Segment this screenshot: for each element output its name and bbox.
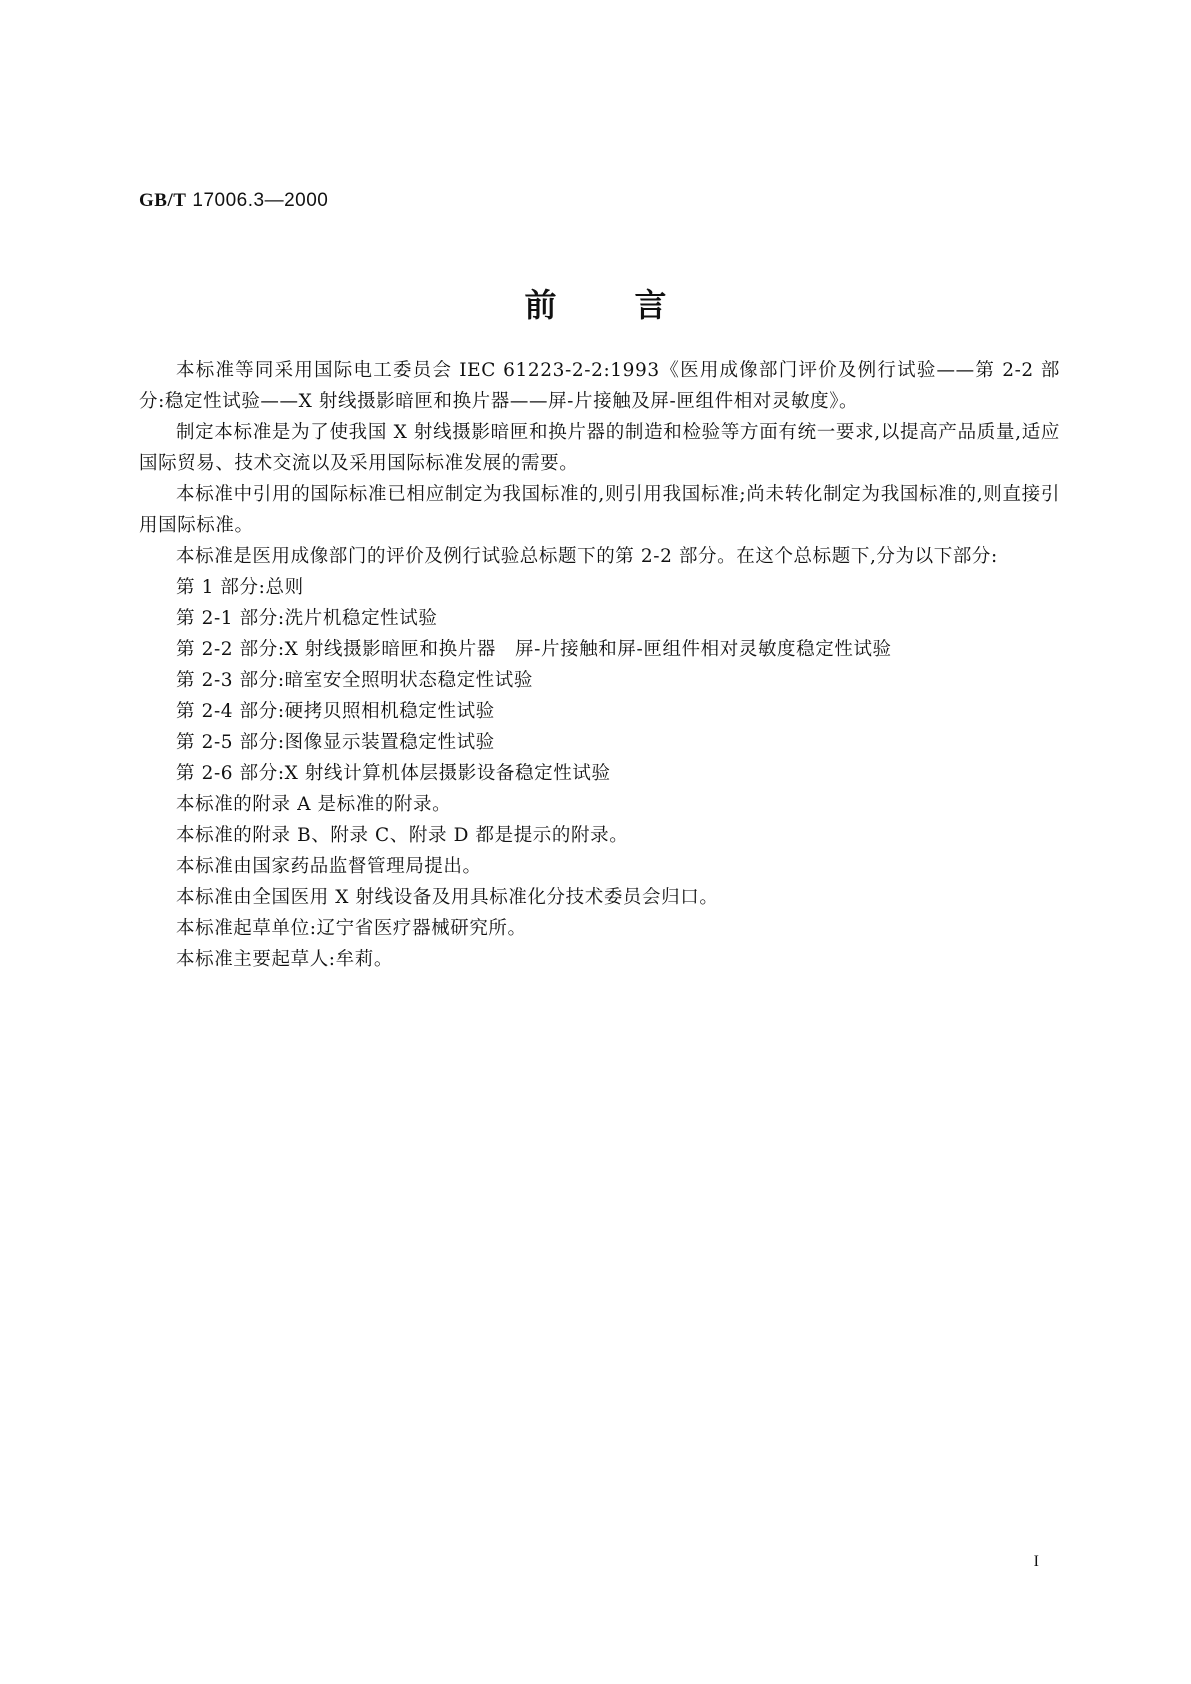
list-item: 第 2-4 部分:硬拷贝照相机稳定性试验 bbox=[176, 701, 495, 722]
preface-body bbox=[139, 355, 1060, 975]
standard-code bbox=[139, 189, 328, 212]
closing-line: 本标准由全国医用 X 射线设备及用具标准化分技术委员会归口。 bbox=[176, 887, 719, 908]
paragraph-references: 本标准中引用的国际标准已相应制定为我国标准的,则引用我国标准;尚未转化制定为我国标准的,则直接引用国际标准。 bbox=[139, 484, 1060, 536]
closing-line: 本标准的附录 B、附录 C、附录 D 都是提示的附录。 bbox=[176, 825, 629, 846]
standard-number: 17006.3—2000 bbox=[192, 190, 329, 211]
paragraph-series: 本标准是医用成像部门的评价及例行试验总标题下的第 2-2 部分。在这个总标题下,分为以下部分: bbox=[176, 546, 998, 567]
closing-line: 本标准的附录 A 是标准的附录。 bbox=[176, 794, 452, 815]
list-item: 第 2-1 部分:洗片机稳定性试验 bbox=[176, 608, 438, 629]
closing-line: 本标准由国家药品监督管理局提出。 bbox=[176, 856, 482, 877]
list-item: 第 2-6 部分:X 射线计算机体层摄影设备稳定性试验 bbox=[176, 763, 611, 784]
paragraph-adoption: 本标准等同采用国际电工委员会 IEC 61223-2-2:1993《医用成像部门评价及例行试验——第 2-2 部分:稳定性试验——X 射线摄影暗匣和换片器——屏-片接触及屏-匣组件相对灵敏度》。 bbox=[139, 360, 1060, 412]
closing-line: 本标准主要起草人:牟莉。 bbox=[176, 949, 393, 970]
paragraph-purpose: 制定本标准是为了使我国 X 射线摄影暗匣和换片器的制造和检验等方面有统一要求,以提高产品质量,适应国际贸易、技术交流以及采用国际标准发展的需要。 bbox=[139, 422, 1060, 474]
list-item: 第 2-5 部分:图像显示装置稳定性试验 bbox=[176, 732, 495, 753]
closing-line: 本标准起草单位:辽宁省医疗器械研究所。 bbox=[176, 918, 527, 939]
standard-prefix: GB/T bbox=[139, 190, 187, 211]
list-item: 第 1 部分:总则 bbox=[176, 577, 304, 598]
page-title: 前言 bbox=[524, 286, 745, 324]
list-item: 第 2-2 部分:X 射线摄影暗匣和换片器 屏-片接触和屏-匣组件相对灵敏度稳定性试验 bbox=[176, 639, 892, 660]
list-item: 第 2-3 部分:暗室安全照明状态稳定性试验 bbox=[176, 670, 533, 691]
page-number: I bbox=[1033, 1553, 1039, 1570]
